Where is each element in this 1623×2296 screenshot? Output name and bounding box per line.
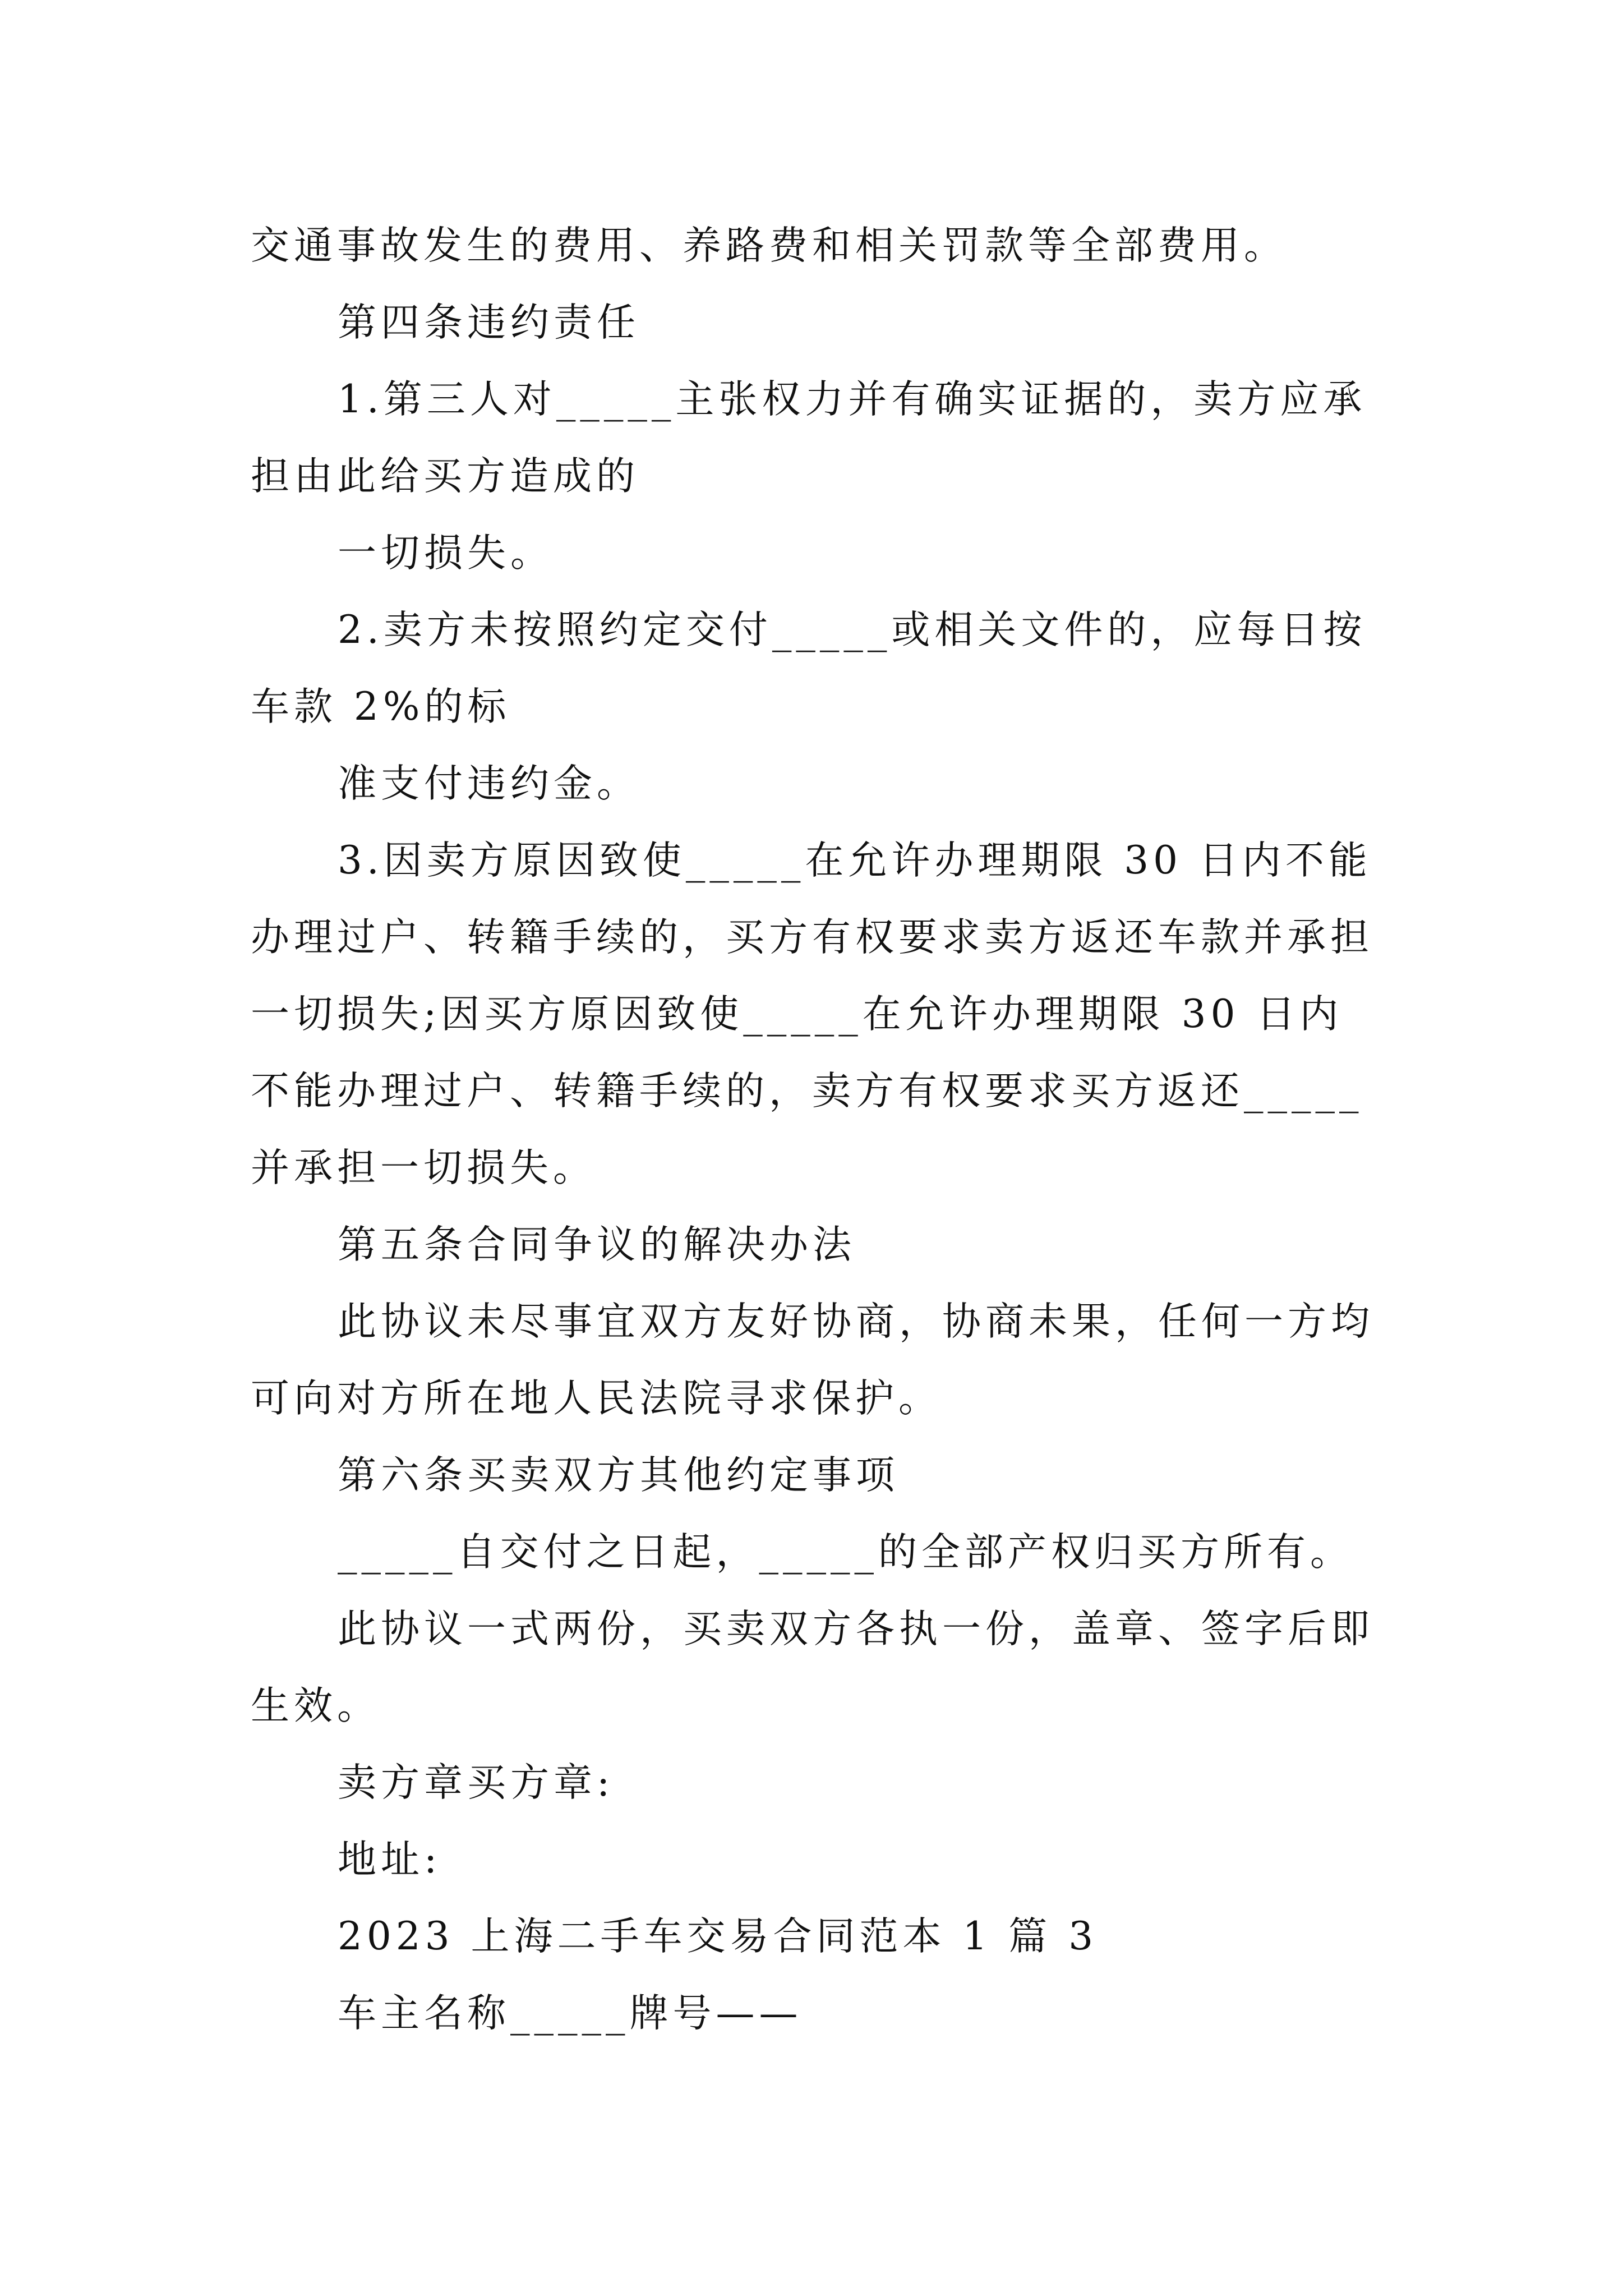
address-line: 地址: <box>338 1837 442 1882</box>
contract-title-part-3: 2023 上海二手车交易合同范本 1 篇 3 <box>338 1914 1098 1959</box>
section-heading-article-4: 第四条违约责任 <box>338 300 640 345</box>
clause-1: 1.第三人对_____主张权力并有确实证据的，卖方应承担由此给买方造成的 <box>251 377 1367 499</box>
owner-plate-line: 车主名称_____牌号—— <box>338 1991 803 2036</box>
section-heading-article-6: 第六条买卖双方其他约定事项 <box>338 1453 899 1498</box>
clause-3: 3.因卖方原因致使_____在允许办理期限 30 日内不能办理过户、转籍手续的，买方有权要求卖方返还车款并承担一切损失;因买方原因致使_____在允许办理期限 30 日内不能办理过户、转籍手续的，卖方有权要求买方返还_____并承担一切损失。 <box>251 838 1373 1190</box>
agreement-copies-text: 此协议一式两份，买卖双方各执一份，盖章、签字后即生效。 <box>251 1607 1374 1728</box>
section-heading-article-5: 第五条合同争议的解决办法 <box>338 1222 856 1267</box>
paragraph-continuation: 交通事故发生的费用、养路费和相关罚款等全部费用。 <box>251 223 1287 268</box>
document-body <box>251 208 1384 2052</box>
dispute-resolution-text: 此协议未尽事宜双方友好协商，协商未果，任何一方均可向对方所在地人民法院寻求保护。 <box>251 1299 1374 1421</box>
ownership-transfer-text: _____自交付之日起，_____的全部产权归买方所有。 <box>338 1530 1353 1575</box>
clause-2-continuation: 准支付违约金。 <box>338 761 640 806</box>
clause-1-continuation: 一切损失。 <box>338 531 554 576</box>
seal-line: 卖方章买方章: <box>338 1760 615 1805</box>
clause-2: 2.卖方未按照约定交付_____或相关文件的，应每日按车款 2%的标 <box>251 608 1367 729</box>
